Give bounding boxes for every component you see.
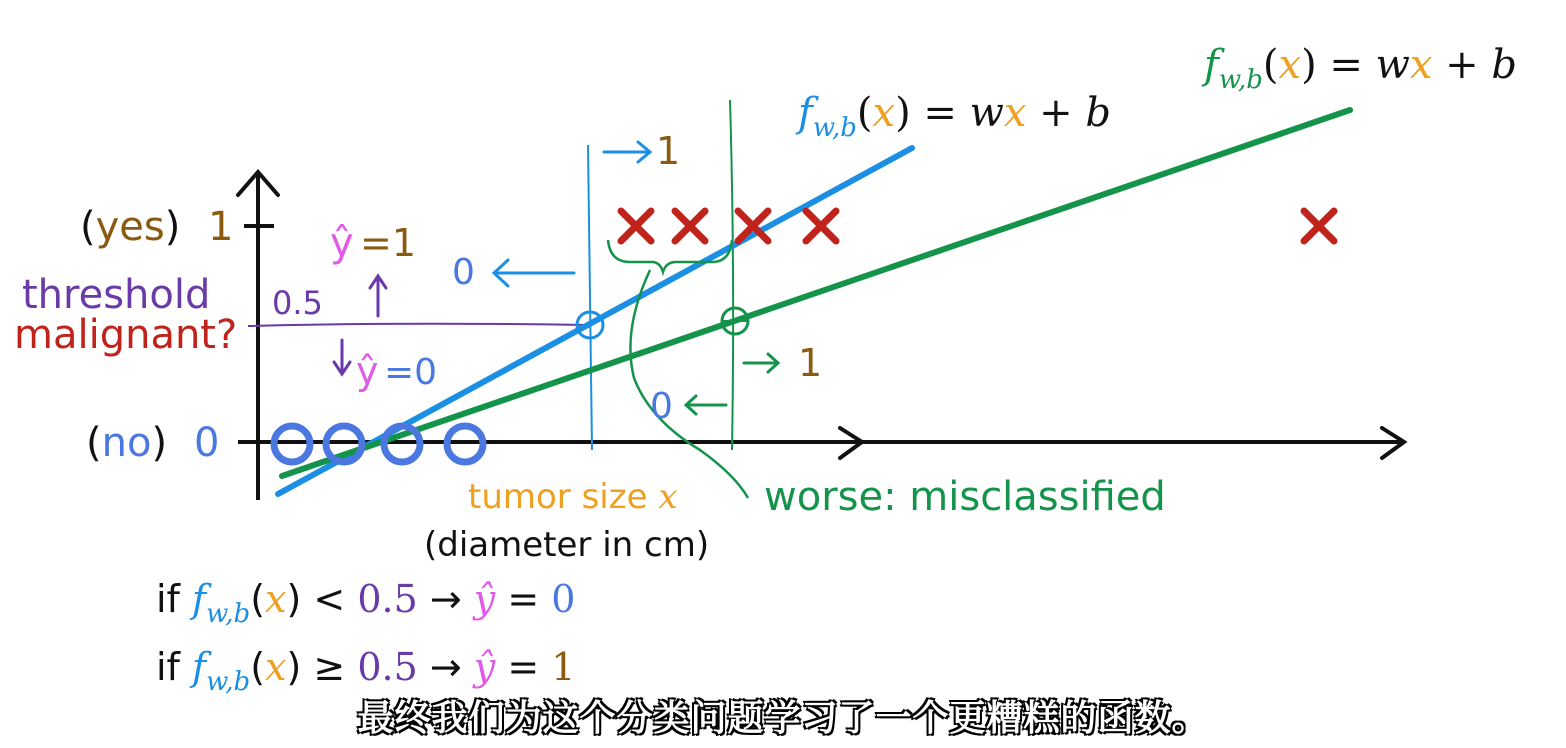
- malignant-point: [806, 211, 836, 241]
- subtitle-caption: 最终我们为这个分类问题学习了一个更糟糕的函数。: [357, 698, 1209, 739]
- yhat-upper: ŷ: [330, 220, 354, 266]
- no-value: 0: [194, 420, 220, 466]
- rule-row-1: if $f_{w,b}(x)$ ≥ 0.5 → ŷ = 1: [156, 645, 576, 697]
- yhat-upper-eq: =1: [360, 221, 417, 265]
- x-axis-unit: (diameter in cm): [424, 525, 710, 565]
- yes-value: 1: [208, 204, 234, 250]
- worse-curve: [630, 270, 748, 498]
- green-equation: $f_{w,b}(x)$ = wx + b: [1204, 42, 1517, 95]
- green-arrow-right-icon: [744, 354, 778, 372]
- green-right-value: 1: [798, 341, 823, 385]
- worse-label: worse: misclassified: [764, 474, 1166, 520]
- malignant-point: [675, 211, 705, 241]
- malignant-point: [621, 211, 651, 241]
- x-axis-label: tumor size x: [468, 477, 678, 517]
- blue-decision-line: [588, 145, 592, 450]
- blue-right-value: 1: [656, 129, 681, 173]
- up-arrow-icon: [370, 276, 386, 316]
- malignant-point: [1304, 211, 1334, 241]
- no-label: (no): [86, 420, 168, 466]
- yhat-lower-eq: =0: [384, 352, 438, 393]
- blue-equation: $f_{w,b}(x)$ = wx + b: [798, 90, 1111, 143]
- green-decision-line: [730, 100, 733, 450]
- blue-arrow-left-icon: [494, 260, 574, 286]
- yes-label: (yes): [80, 204, 181, 250]
- blue-left-value: 0: [452, 252, 475, 293]
- yhat-lower: ŷ: [356, 349, 379, 393]
- half-label: 0.5: [272, 284, 323, 322]
- malignant-label: malignant?: [14, 312, 238, 358]
- green-fit-line: [282, 110, 1350, 476]
- blue-arrow-right-icon: [604, 142, 650, 162]
- green-arrow-left-icon: [686, 396, 726, 414]
- threshold-label: threshold: [22, 272, 211, 318]
- threshold-line: [248, 324, 588, 326]
- rule-row-0: if $f_{w,b}(x)$ < 0.5 → ŷ = 0: [156, 577, 576, 629]
- green-left-value: 0: [650, 386, 673, 427]
- down-arrow-icon: [334, 340, 350, 374]
